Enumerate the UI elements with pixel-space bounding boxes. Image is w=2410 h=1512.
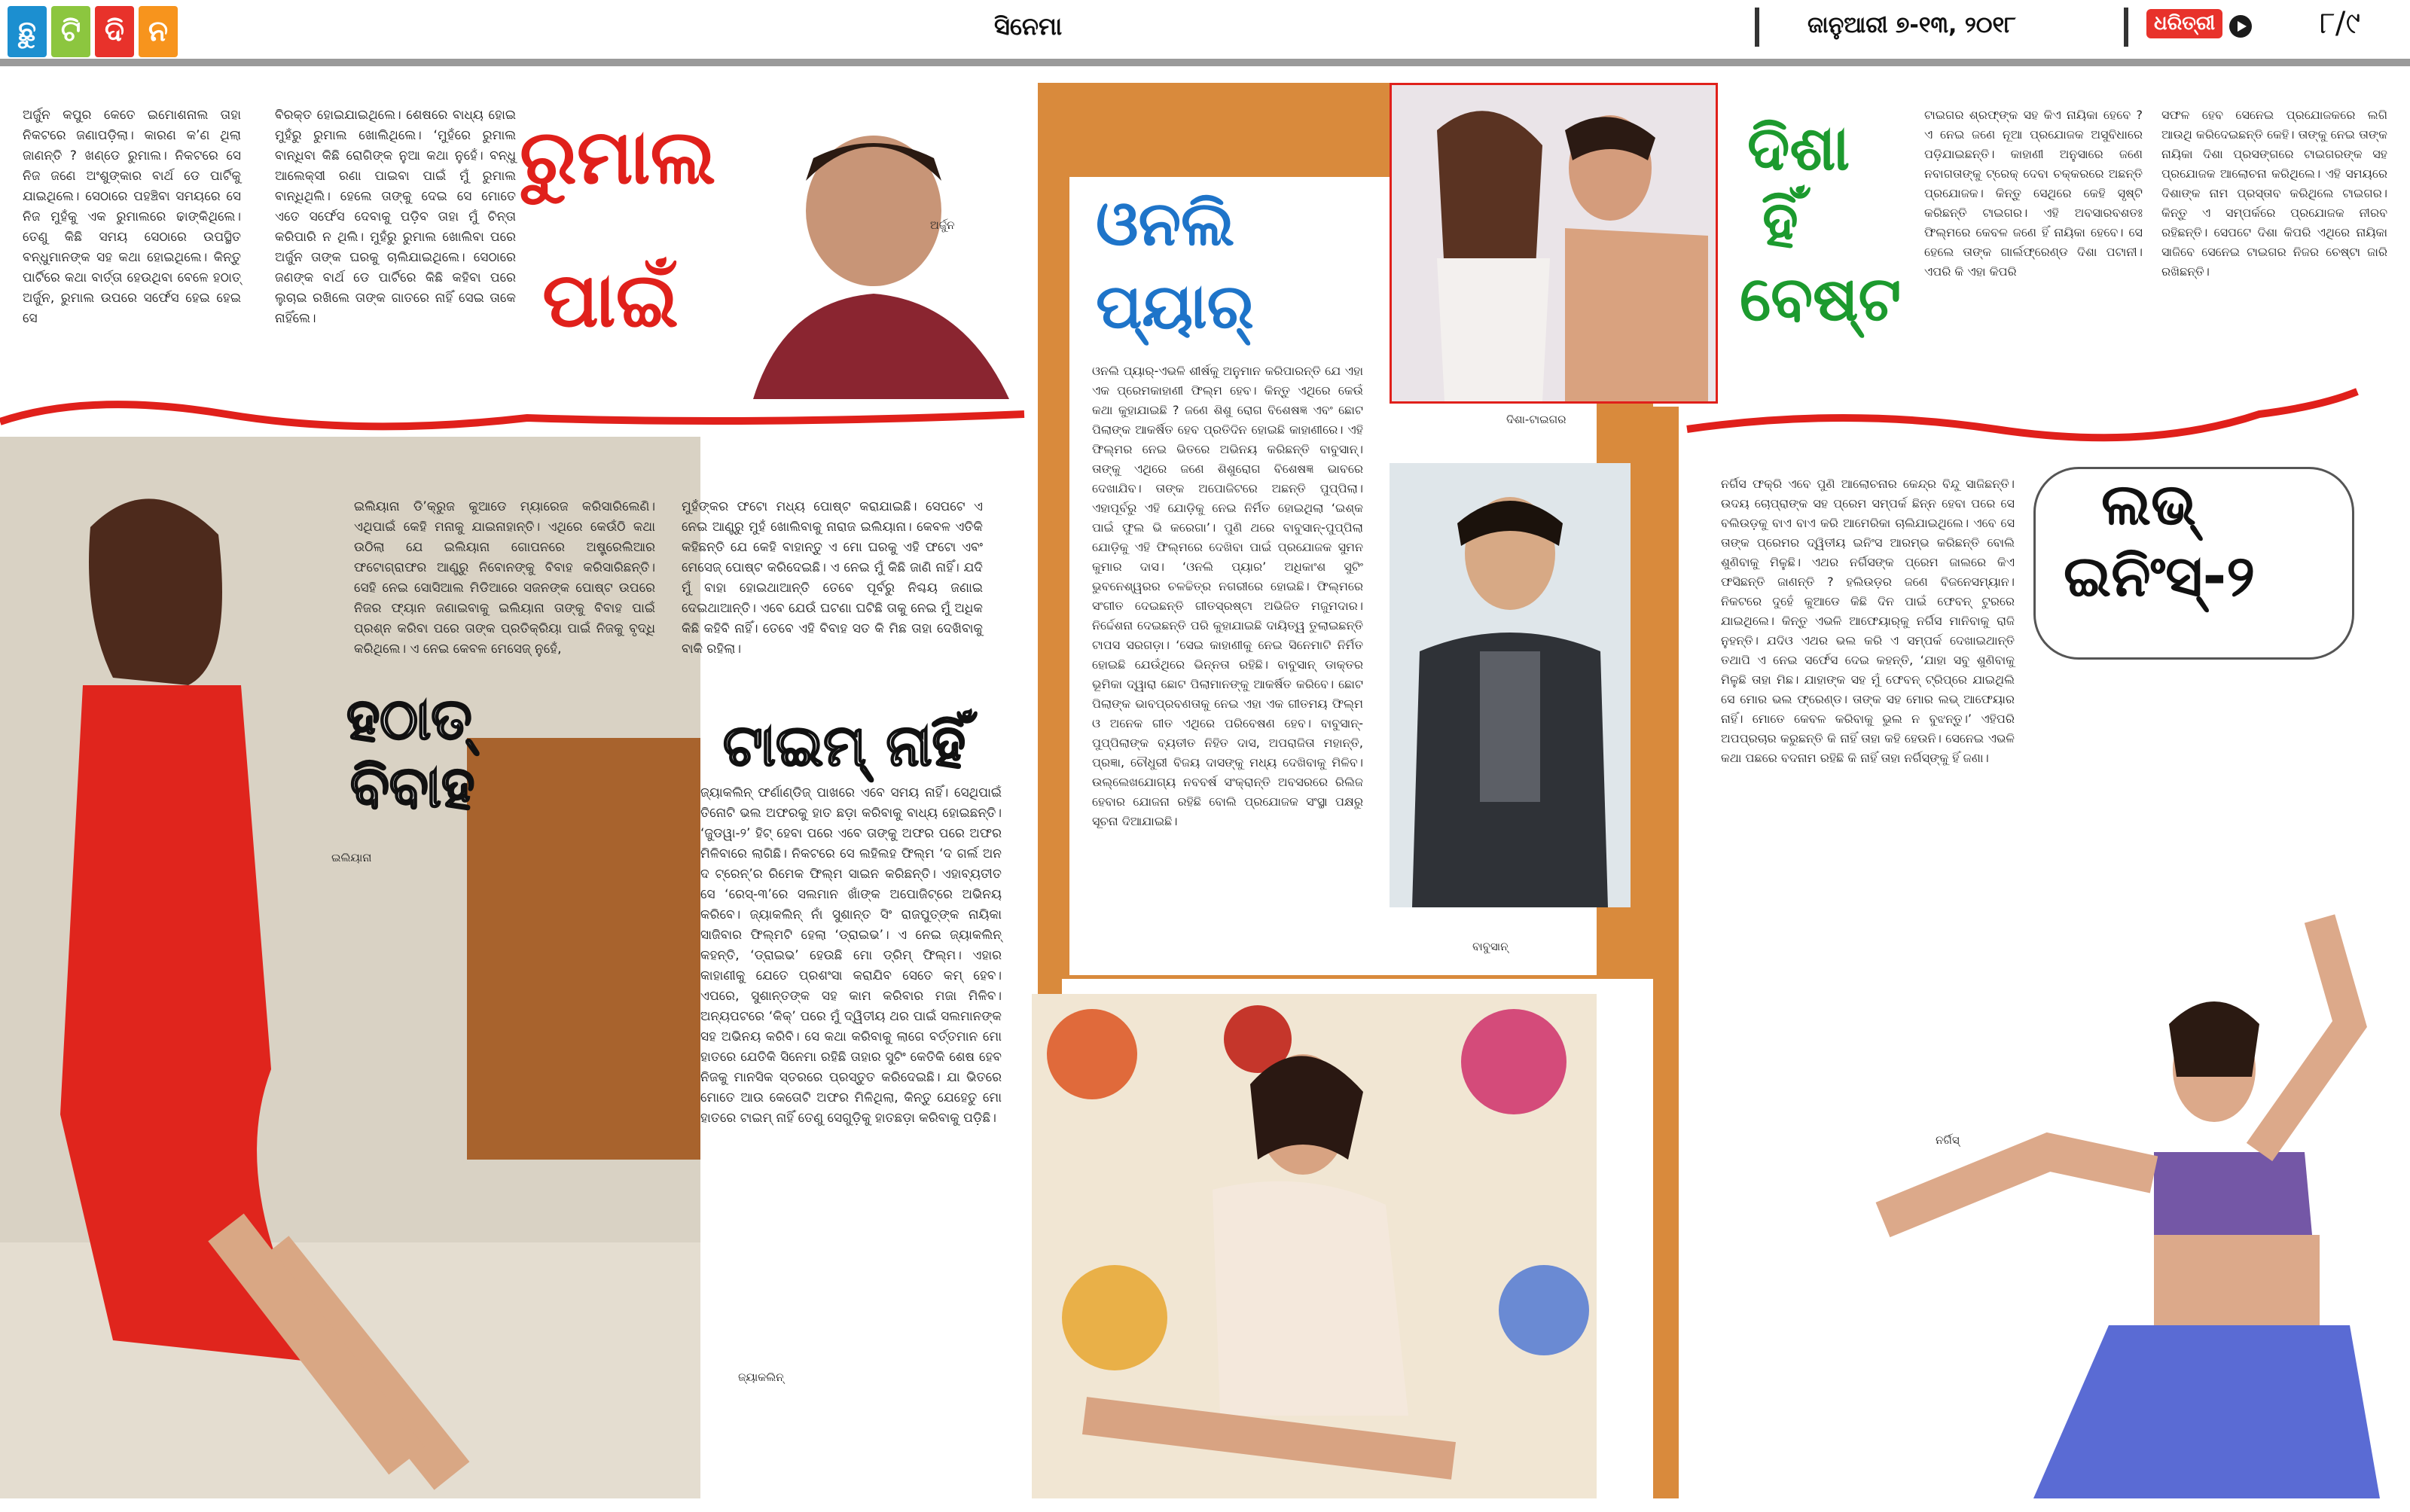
header-divider-2 bbox=[2124, 8, 2128, 47]
only-pyar-title-1: ଓନଲି bbox=[1096, 188, 1235, 260]
section-tile-2: ଟି bbox=[51, 6, 90, 57]
disha-title-3: ବେଷ୍ଟ bbox=[1740, 264, 1902, 335]
disha-tiger-caption: ଦିଶା-ଟାଇଗର bbox=[1506, 413, 1566, 426]
jacqueline-photo bbox=[1032, 994, 1597, 1498]
date-line: ଜାନୁଆରୀ ୭-୧୩, ୨୦୧୮ bbox=[1808, 12, 2016, 38]
disha-title-2: ହିଁ bbox=[1762, 188, 1798, 260]
rumal-title-1: ରୁମାଲ bbox=[520, 113, 716, 201]
section-tile-3: ଦି bbox=[95, 6, 134, 57]
nargis-caption: ନର୍ଗିସ୍ bbox=[1936, 1133, 1960, 1147]
section-tiles bbox=[8, 6, 182, 57]
only-pyar-body: ଓନଲି ପ୍ୟାର୍-ଏଭଳି ଶୀର୍ଷକୁ ଅନୁମାନ କରିପାରନ୍ତି ଯେ ଏହା ଏକ ପ୍ରେମକାହାଣୀ ଫିଲ୍ମ ହେବ। କିନ୍ତୁ ଏଥିରେ କେଉଁ କଥା କୁହାଯାଇଛି ? ଜଣେ ଶିଶୁ ରୋଗ ବିଶେଷଜ୍ଞ ଏବଂ ଛୋଟ ପିଲାଙ୍କ ଆକର୍ଷିତ ହେବ ପ୍ରତିଦିନ ହୋଇଛି କାହାଣୀରେ। ଏହି ଫିଲ୍ମର ନେଇ ଭିତରେ ଅଭିନୟ କରିଛନ୍ତି ବାବୁସାନ୍। ତାଙ୍କୁ ଏଥିରେ ଜଣେ ଶିଶୁରୋଗ ବିଶେଷଜ୍ଞ ଭାବରେ ଦେଖାଯିବ। ତାଙ୍କ ଅପୋଜିଟରେ ଅଛନ୍ତି ପୁପ୍ପିଲା। ଏହାପୂର୍ବରୁ ଏହି ଯୋଡ଼ିକୁ ନେଇ ନିର୍ମିତ ହୋଇଥିଲା ‘ଇଶ୍କ ପାଇଁ ଫୁଲ ଭି କରେଗା’। ପୁଣି ଥରେ ବାବୁସାନ୍-ପୁପ୍ପିଲା ଯୋଡ଼ିକୁ ଏହି ଫିଲ୍ମରେ ଦେଖିବା ପାଇଁ ପ୍ରଯୋଜକ ସୁମନ କୁମାର ଦାସ। ‘ଓନଲି ପ୍ୟାର’ ଅଧିକାଂଶ ସୁଟିଂ ଭୁବନେଶ୍ୱରର ଚଳଚ୍ଚିତ୍ର ନଗରୀରେ ହୋଇଛି। ଫିଲ୍ମରେ ସଂଗୀତ ଦେଇଛନ୍ତି ଗୀତସ୍ରଷ୍ଟା ଅଭିଜିତ ମଜୁମଦାର। ନିର୍ଦ୍ଦେଶନା ଦେଇଛନ୍ତି ପରି କୁହାଯାଇଛି ଦାୟିତ୍ୱ ତୁଲାଇଛନ୍ତି ଟାପସ ସରଗଡ଼ା। ‘ସେଇ କାହାଣୀକୁ ନେଇ ସିନେମାଟି ନିର୍ମିତ ହୋଇଛି ଯେଉଁଥିରେ ଭିନ୍ନତା ରହିଛି। ବାବୁସାନ୍ ଡାକ୍ତର ଭୂମିକା ଦ୍ୱାରା ଛୋଟ ପିଲାମାନଙ୍କୁ ଆକର୍ଷିତ କରିବେ। ଛୋଟ ପିଲାଙ୍କ ଭାବପ୍ରବଣତାକୁ ନେଇ ଏହା ଏକ ଗୀତମୟ ଫିଲ୍ମ ଓ ଅନେକ ଗୀତ ଏଥିରେ ପରିବେଷଣ ହେବ। ବାବୁସାନ୍-ପୁପ୍ପିଲାଙ୍କ ବ୍ୟତୀତ ନିହିତ ଦାସ, ଅପରାଜିତା ମହାନ୍ତି, ପ୍ରଜ୍ଞା, ଚୌଧୁରୀ ବିଜୟ ଦାସଙ୍କୁ ମଧ୍ୟ ଦେଖିବାକୁ ମିଳିବ। ଉଲ୍ଲେଖଯୋଗ୍ୟ ନବବର୍ଷ ସଂକ୍ରାନ୍ତି ଅବସରରେ ରିଲିଜ ହେବାର ଯୋଜନା ରହିଛି ବୋଲି ପ୍ରଯୋଜକ ସଂସ୍ଥା ପକ୍ଷରୁ ସୂଚନା ଦିଆଯାଇଛି। bbox=[1092, 364, 1363, 828]
ileana-caption: ଇଲିୟାନା bbox=[331, 851, 372, 864]
nargis-photo bbox=[1732, 904, 2395, 1498]
only-pyar-title-2: ପ୍ୟାର୍ bbox=[1096, 271, 1254, 343]
page-number: ୮/୯ bbox=[2320, 6, 2361, 41]
love-innings-body: ନର୍ଗିସ ଫକ୍ରି ଏବେ ପୁଣି ଆଲୋଚନାର କେନ୍ଦ୍ର ବିନ୍ଦୁ ସାଜିଛନ୍ତି। ଉଦୟ ଚୋପ୍ରାଙ୍କ ସହ ପ୍ରେମ ସମ୍ପର୍କ ଛିନ୍ନ ହେବା ପରେ ସେ ବଲିଉଡ଼କୁ ବାଏ ବାଏ କରି ଆମେରିକା ଚାଲିଯାଇଥିଲେ। ଏବେ ସେ ତାଙ୍କ ପ୍ରେମର ଦ୍ୱିତୀୟ ଇନିଂସ ଆରମ୍ଭ କରିଛନ୍ତି ବୋଲି ଶୁଣିବାକୁ ମିଳୁଛି। ଏଥର ନର୍ଗିସଙ୍କ ପ୍ରେମ ଜାଲରେ କିଏ ଫସିଛନ୍ତି ଜାଣନ୍ତି ? ହଲିଉଡ଼ର ଜଣେ ବିଜନେସମ୍ୟାନ। ନିକଟରେ ଦୁହେଁ କୁଆଡେ କିଛି ଦିନ ପାଇଁ ଫେବନ୍ ଟୁରରେ ଯାଇଥିଲେ। କିନ୍ତୁ ଏଭଳି ଆଫେୟାର୍‌କୁ ନର୍ଗିସ ମାନିବାକୁ ରାଜି ନୁହନ୍ତି। ଯଦିଓ ଏଥର ଭଲ କରି ଏ ସମ୍ପର୍କ ଦେଖାଇଥାନ୍ତି ତଥାପି ଏ ନେଇ ସର୍ଫେସ ଦେଇ କହନ୍ତି, ‘ଯାହା ସବୁ ଶୁଣିବାକୁ ମିଳୁଛି ତାହା ମିଛ। ଯାହାଙ୍କ ସହ ମୁଁ ଫେବନ୍ ଟ୍ରିପ୍‌ରେ ଯାଇଥିଲି ସେ ମୋର ଭଲ ଫ୍ରେଣ୍ଡ। ତାଙ୍କ ସହ ମୋର ଲଭ୍ ଆଫେୟାର ନାହିଁ। ମୋତେ କେବଳ କରିବାକୁ ଭୁଲ ନ ବୁଝନ୍ତୁ।’ ଏହିପରି ଅପପ୍ରଚାର କରୁଛନ୍ତି କି ନାହିଁ ତାହା କହି ହେଉନି। ସେନେଇ ଏଭଳି କଥା ପଛରେ ବଦନାମ ରହିଛି କି ନାହିଁ ତାହା ନର୍ଗିସ୍‌ଙ୍କୁ ହିଁ ଜଣା। bbox=[1721, 477, 2015, 765]
arjun-caption: ଅର୍ଜୁନ bbox=[930, 218, 955, 232]
publication-logo bbox=[2146, 9, 2259, 47]
babusan-caption: ବାବୁସାନ୍ bbox=[1472, 940, 1509, 953]
publication-name: ଧରିତ୍ରୀ bbox=[2146, 9, 2222, 38]
disha-tiger-photo bbox=[1390, 83, 1718, 404]
jacqueline-caption: ଜ୍ୟାକଲିନ୍ bbox=[738, 1370, 784, 1384]
ileana-col-2: ମୁହଁଙ୍କର ଫଟୋ ମଧ୍ୟ ପୋଷ୍ଟ କରାଯାଇଛି। ସେପଟେ ଏ ନେଇ ଆଣ୍ଡ୍ରୁ ମୁହଁ ଖୋଲିବାକୁ ନାରାଜ ଇଲିୟାନା। କେବଳ ଏତିକି କହିଛନ୍ତି ଯେ କେହି ବାହାନ୍ତୁ ଏ ମୋ ଘରକୁ ଏହି ଫଟୋ ଏବଂ ମେସେଜ୍ ପୋଷ୍ଟ କରିଦେଇଛି। ଏ ନେଇ ମୁଁ କିଛି ଜାଣି ନାହିଁ। ଯଦି ମୁଁ ବାହା ହୋଇଥାଆନ୍ତି ତେବେ ପୂର୍ବରୁ ନିଶ୍ଚୟ ଜଣାଇ ଦେଇଥାଆନ୍ତି। ଏବେ ଯେଉଁ ଘଟଣା ଘଟିଛି ତାକୁ ନେଇ ମୁଁ ଅଧିକ କିଛି କହିବି ନାହିଁ। ତେବେ ଏହି ବିବାହ ସତ କି ମିଛ ତାହା ଦେଖିବାକୁ ବାକି ରହିଲା। bbox=[682, 499, 983, 657]
time-nahin-body: ଜ୍ୟାକଲିନ୍ ଫର୍ଣାଣ୍ଡିଜ୍ ପାଖରେ ଏବେ ସମୟ ନାହିଁ। ସେଥିପାଇଁ ତିନୋଟି ଭଲ ଅଫରକୁ ହାତ ଛଡ଼ା କରିବାକୁ ବାଧ୍ୟ ହୋଇଛନ୍ତି। ‘ଜୁଡୱା-୨’ ହିଟ୍ ହେବା ପରେ ଏବେ ତାଙ୍କୁ ଅଫର ପରେ ଅଫର ମିଳିବାରେ ଲାଗିଛି। ନିକଟରେ ସେ ଲହିଲହ ଫିଲ୍ମ ‘ଦ ଗର୍ଲ ଅନ ଦ ଟ୍ରେନ୍’ର ରିମେକ ଫିଲ୍ମ ସାଇନ କରିଛନ୍ତି। ଏହାବ୍ୟତୀତ ସେ ‘ରେସ୍-୩’ରେ ସଲମାନ ଖାଁଙ୍କ ଅପୋଜିଟ୍‌ରେ ଅଭିନୟ କରିବେ। ଜ୍ୟାକଲିନ୍ ନାଁ ସୁଶାନ୍ତ ସିଂ ରାଜପୁତ୍‌ଙ୍କ ନାୟିକା ସାଜିବାର ଫିଲ୍ମଟି ହେଲା ‘ଡ୍ରାଇଭ’। ଏ ନେଇ ଜ୍ୟାକଲିନ୍ କହନ୍ତି, ‘ଡ୍ରାଇଭ’ ହେଉଛି ମୋ ଡ୍ରିମ୍ ଫିଲ୍ମ। ଏହାର କାହାଣୀକୁ ଯେତେ ପ୍ରଶଂସା କରାଯିବ ସେତେ କମ୍ ହେବ। ଏପରେ, ସୁଶାନ୍ତଙ୍କ ସହ କାମ କରିବାର ମଜା ମିଳିବ। ଅନ୍ୟପଟରେ ‘କିକ୍’ ପରେ ମୁଁ ଦ୍ୱିତୀୟ ଥର ପାଇଁ ସଲମାନଙ୍କ ସହ ଅଭିନୟ କରିବି। ସେ କଥା କରିବାକୁ ଲାଗେ ବର୍ତ୍ତମାନ ମୋ ହାତରେ ଯେତିକି ସିନେମା ରହିଛି ତାହାର ସୁଟିଂ କେତିକି ଶେଷ ହେବ ନିଜକୁ ମାନସିକ ସ୍ତରରେ ପ୍ରସ୍ତୁତ କରିଦେଇଛି। ଯା ଭିତରେ ମୋତେ ଆଉ କେତୋଟି ଅଫର ମିଳିଥିଲା, କିନ୍ତୁ ଯେହେତୁ ମୋ ହାତରେ ଟାଇମ୍ ନାହିଁ ତେଣୁ ସେଗୁଡ଼ିକୁ ହାତଛଡ଼ା କରିବାକୁ ପଡ଼ିଛି। bbox=[700, 785, 1002, 1126]
section-tile-4: ନ bbox=[139, 6, 178, 57]
bibaha-title-2: ବିବାହ bbox=[350, 753, 475, 820]
rumal-title-2: ପାଇଁ bbox=[542, 256, 679, 344]
rumal-col-1: ଅର୍ଜୁନ କପୁର କେତେ ଇମୋଶନାଲ ତାହା ନିକଟରେ ଜଣାପଡ଼ିଲା। କାରଣ କ’ଣ ଥିଲା ଜାଣନ୍ତି ? ଖଣ୍ଡେ ରୁମାଲ। ନିକଟରେ ସେ ନିଜ ଜଣେ ଅଂଶୁଙ୍କାର ବାର୍ଥ ଡେ ପାର୍ଟିକୁ ଯାଇଥିଲେ। ସେଠାରେ ପହଞ୍ଚିବା ସମୟରେ ସେ ନିଜ ମୁହଁକୁ ଏକ ରୁମାଲରେ ଢାଙ୍କିଥିଲେ। ତେଣୁ କିଛି ସମୟ ସେଠାରେ ଉପସ୍ଥିତ ବନ୍ଧୁମାନଙ୍କ ସହ କଥା ହୋଇଥିଲେ। କିନ୍ତୁ ପାର୍ଟିରେ କଥା ବାର୍ତ୍ତା ହେଉଥିବା ବେଳେ ହଠାତ୍ ଅର୍ଜୁନ, ରୁମାଲ ଉପରେ ସର୍ଫେସ ହେଇ ହେଇ ସେ bbox=[23, 108, 241, 326]
disha-col-2: ସଫଳ ହେବ ସେନେଇ ପ୍ରଯୋଜକରେ ଲଗି ଆଉଥି କରିଦେଇଛନ୍ତି କେହି। ତାଙ୍କୁ ନେଇ ତାଙ୍କ ନାୟିକା ଦିଶା ପ୍ରସଙ୍ଗରେ ଟାଇଗରଙ୍କ ସହ ପ୍ରଯୋଜକ ଆଲୋଚନା କରିଥିଲେ। ଏହି ସମୟରେ ଦିଶାଙ୍କ ନାମ ପ୍ରସ୍ତାବ କରିଥିଲେ ଟାଇଗର। କିନ୍ତୁ ଏ ସମ୍ପର୍କରେ ପ୍ରଯୋଜକ ନୀରବ ରହିଛନ୍ତି। ସେପଟେ ଦିଶା କିପରି ଏଥିରେ ନାୟିକା ସାଜିବେ ସେନେଇ ଟାଇଗର ନିଜର ଚେଷ୍ଟା ଜାରି ରଖିଛନ୍ତି। bbox=[2161, 108, 2387, 279]
love-innings-title-2: ଇନିଂସ୍-୨ bbox=[2064, 542, 2256, 609]
disha-title-1: ଦିଶା bbox=[1747, 113, 1850, 184]
babusan-photo bbox=[1390, 463, 1631, 907]
time-nahin-title: ଟାଇମ୍ ନାହିଁ bbox=[723, 712, 966, 779]
masthead bbox=[0, 0, 2410, 60]
play-icon bbox=[2229, 15, 2252, 38]
header-rule bbox=[0, 59, 2410, 66]
gutter-band-right bbox=[1653, 407, 1679, 1498]
love-innings-title-1: ଲଭ୍ bbox=[2101, 471, 2196, 538]
header-divider bbox=[1755, 8, 1759, 47]
section-tile-1: ଛୁ bbox=[8, 6, 47, 57]
category-label: ସିନେମା bbox=[994, 12, 1063, 41]
rumal-col-2: ବିରକ୍ତ ହୋଇଯାଇଥିଲେ। ଶେଷରେ ବାଧ୍ୟ ହୋଇ ମୁହଁରୁ ରୁମାଲ ଖୋଲିଥିଲେ। ‘ମୁହଁରେ ରୁମାଲ ବାନ୍ଧିବା କିଛି ରୋଗିଙ୍କ ନୁଆ କଥା ନୁହେଁ। ବନ୍ଧୁ ଆଲେକ୍ସୀ ରଣା ପାଇବା ପାଇଁ ମୁଁ ରୁମାଲ ବାନ୍ଧିଥିଲି। ହେଲେ ତାଙ୍କୁ ଦେଇ ସେ ମୋତେ ଏତେ ସର୍ଫେସ ଦେବାକୁ ପଡ଼ିବ ତାହା ମୁଁ ଚିନ୍ତା କରିପାରି ନ ଥିଲି। ମୁହଁରୁ ରୁମାଲ ଖୋଲିବା ପରେ ଅର୍ଜୁନ ତାଙ୍କ ଘରକୁ ଚାଲିଯାଇଥିଲେ। ସେଠାରେ ଜଣଙ୍କ ବାର୍ଥ ଡେ ପାର୍ଟିରେ କିଛି କହିବା ପରେ ଲୁଚାଇ ରଖିଲେ ତାଙ୍କ ଗାତରେ ନାହିଁ ସେଇ ତାକେ ନାହିଁଲେ। bbox=[275, 108, 516, 326]
ileana-col-1: ଇଲିୟାନା ଡି’କ୍ରୁଜ କୁଆଡେ ମ୍ୟାରେଜ କରିସାରିଲେଣି। ଏଥିପାଇଁ କେହି ମନାକୁ ଯାଇନାହାନ୍ତି। ଏଥିରେ କେଉଁଠି କଥା ଉଠିଲା ଯେ ଇଲିୟାନା ଗୋପନରେ ଅଷ୍ଟ୍ରେଲିଆର ଫଟୋଗ୍ରାଫର ଆଣ୍ଡ୍ରୁ ନିବୋନଙ୍କୁ ବିବାହ କରିସାରିଛନ୍ତି। ସେହି ନେଇ ସୋସିଆଲ ମିଡିଆରେ ସଜନଙ୍କ ପୋଷ୍ଟ ଉପରେ ନିଜର ଫ୍ୟାନ ଜଣାଇବାକୁ ଇଲିୟାନା ତାଙ୍କୁ ବିବାହ ପାଇଁ ପ୍ରଶ୍ନ କରିବା ପରେ ତାଙ୍କ ପ୍ରତିକ୍ରିୟା ପାଇଁ ନିଜକୁ ବୃଦ୍ଧି କରିଥିଲେ। ଏ ନେଇ କେବଳ ମେସେଜ୍ ନୁହେଁ, bbox=[354, 499, 655, 657]
bibaha-title-1: ହଠାତ୍ bbox=[346, 685, 472, 752]
disha-col-1: ଟାଇଗର ଶ୍ରଫ୍‌ଙ୍କ ସହ କିଏ ନାୟିକା ହେବେ ? ଏ ନେଇ ଜଣେ ନୂଆ ପ୍ରଯୋଜକ ଅସୁବିଧାରେ ପଡ଼ିଯାଇଛନ୍ତି। କାହାଣୀ ଅନୁସାରେ ଜଣେ ନବାଗତାଙ୍କୁ ଟ୍ରେକ୍ ଦେବା ଚକ୍କରରେ ଅଛନ୍ତି ପ୍ରଯୋଜକ। କିନ୍ତୁ ସେଥିରେ କେହି ସୃଷ୍ଟି କରିଛନ୍ତି ଟାଇଗର। ଏହି ଅବସାରବଶତଃ ଫିଲ୍ମରେ କେବଳ ଜଣେ ହିଁ ନାୟିକା ହେବେ। ସେ ହେଲେ ତାଙ୍କ ଗାର୍ଲଫ୍ରେଣ୍ଡ ଦିଶା ପଟାନୀ। ଏପରି କି ଏହା କିପରି bbox=[1924, 108, 2143, 279]
arjun-photo bbox=[723, 113, 1017, 399]
